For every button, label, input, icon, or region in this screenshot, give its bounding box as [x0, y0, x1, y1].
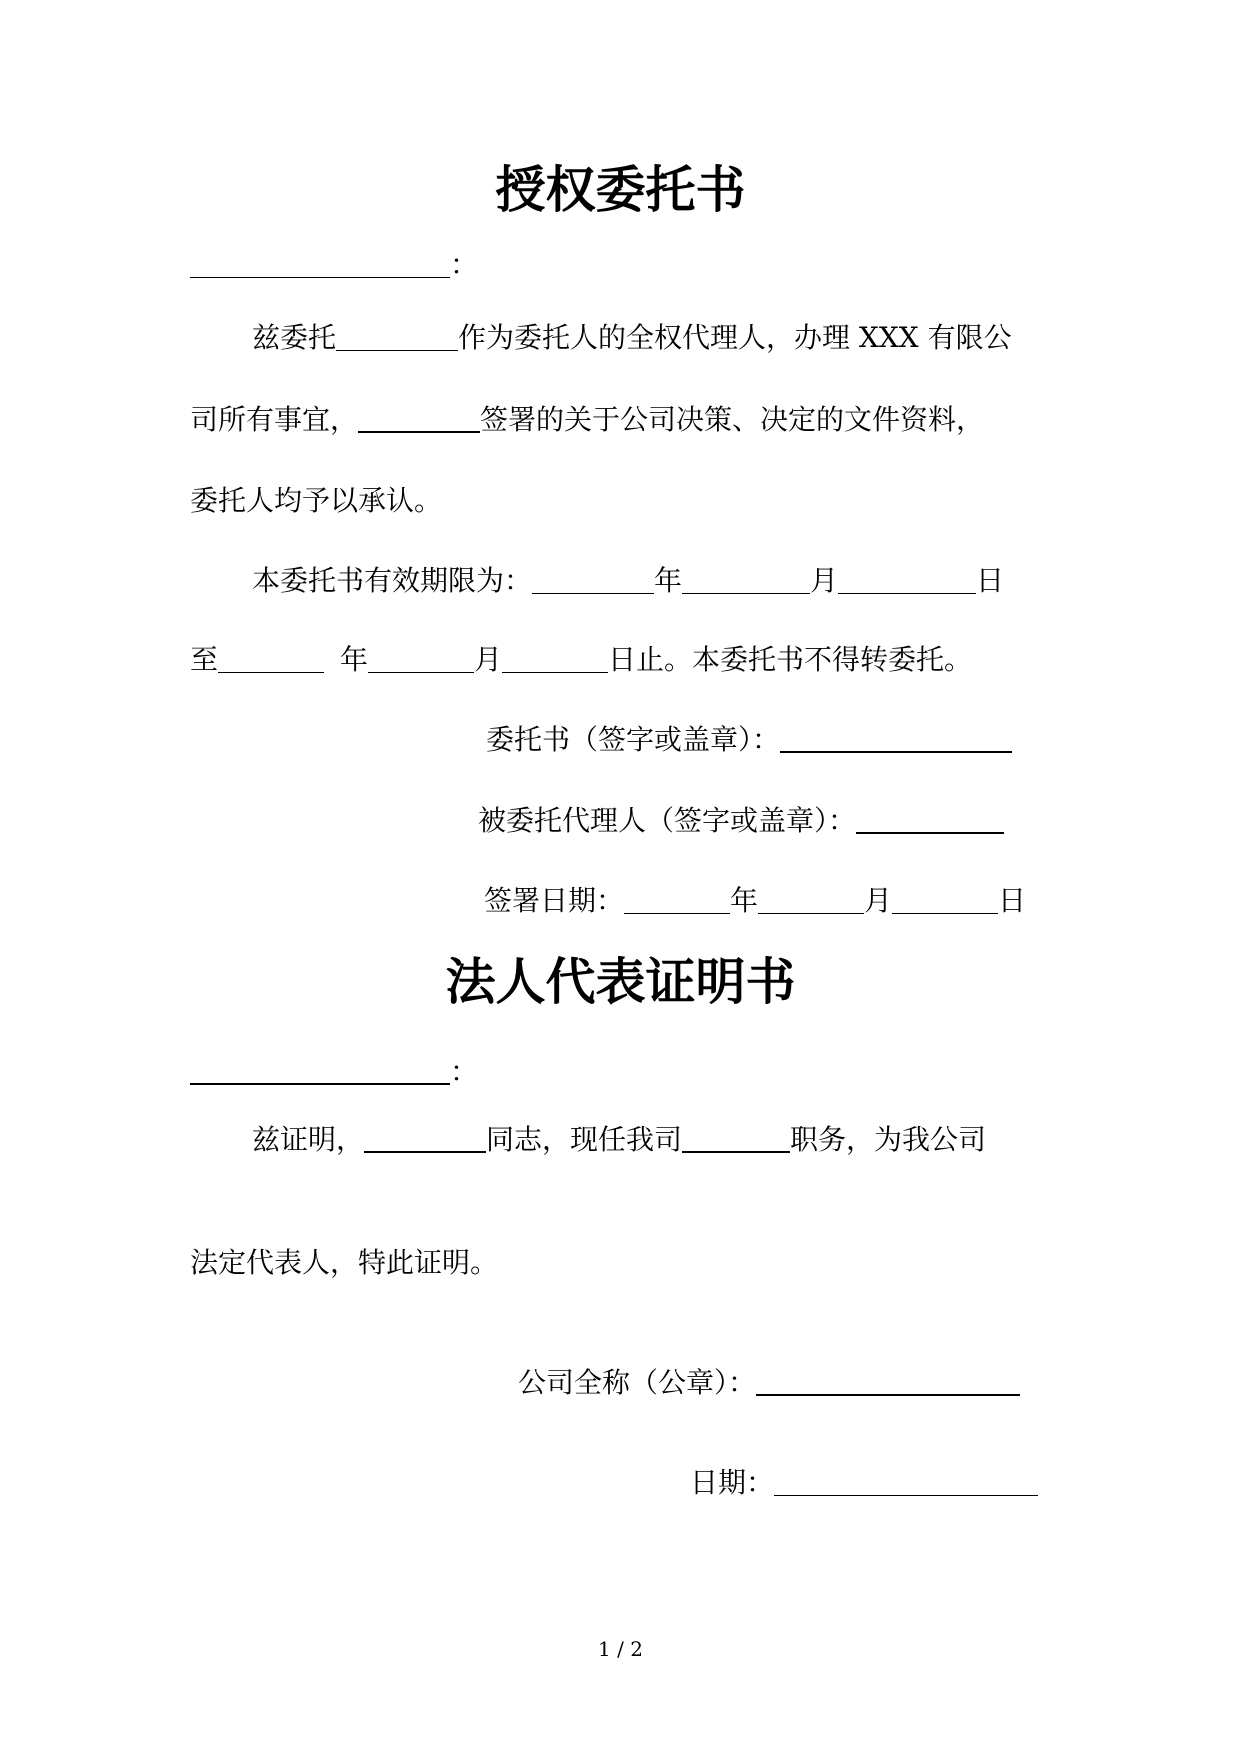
- month-label: 月: [810, 564, 839, 597]
- legal-rep-certificate-title: 法人代表证明书: [445, 952, 796, 1011]
- cert-addressee-colon: ：: [450, 1055, 479, 1088]
- end-year-blank[interactable]: [218, 648, 324, 673]
- start-year-blank[interactable]: [532, 569, 654, 594]
- until-end-text: 日止。本委托书不得转委托。: [608, 643, 973, 676]
- day-label: 日: [976, 564, 1005, 597]
- signatory-blank[interactable]: [358, 407, 480, 433]
- position-blank[interactable]: [682, 1127, 790, 1153]
- sign-date-label: 签署日期：: [484, 884, 625, 917]
- validity-prefix: 本委托书有效期限为：: [252, 564, 533, 597]
- poa-validity-line-2: [190, 642, 972, 678]
- poa-p1-line2-start: 司所有事宜，: [190, 403, 359, 436]
- poa-p1-line2-end: 签署的关于公司决策、决定的文件资料，: [480, 403, 985, 436]
- month-label: 月: [474, 643, 503, 676]
- end-month-blank[interactable]: [368, 648, 474, 673]
- month-label: 月: [864, 884, 893, 917]
- year-label: 年: [654, 564, 683, 597]
- cert-date-label: 日期：: [690, 1466, 775, 1499]
- year-label: 年: [340, 643, 369, 676]
- sign-date-line: [484, 883, 1026, 919]
- poa-paragraph-line-1: [252, 320, 1012, 356]
- poa-paragraph-line-2: [190, 402, 984, 438]
- addressee-blank[interactable]: [190, 253, 450, 278]
- company-label: 公司全称（公章）：: [518, 1366, 757, 1399]
- poa-validity-line-1: [252, 563, 1004, 599]
- cert-p1-start: 兹证明，: [252, 1123, 365, 1156]
- poa-p1-mid: 作为委托人的全权代理人，办理 XXX 有限公: [458, 321, 1012, 354]
- representative-name-blank[interactable]: [364, 1127, 486, 1153]
- power-of-attorney-title: 授权委托书: [495, 160, 746, 219]
- company-name-blank[interactable]: [756, 1370, 1020, 1396]
- addressee-colon: ：: [450, 248, 479, 281]
- cert-p1-mid: 同志，现任我司: [486, 1123, 683, 1156]
- cert-p1-end: 职务，为我公司: [790, 1123, 987, 1156]
- to-label: 至: [190, 643, 219, 676]
- agent-name-blank[interactable]: [336, 326, 458, 351]
- sign-month-blank[interactable]: [758, 889, 864, 914]
- start-day-blank[interactable]: [838, 569, 976, 594]
- poa-addressee-line: [190, 247, 478, 283]
- cert-paragraph-line-1: [252, 1122, 986, 1158]
- cert-paragraph-line-2: 法定代表人，特此证明。: [190, 1246, 499, 1279]
- start-month-blank[interactable]: [682, 569, 810, 594]
- agent-sign-label: 被委托代理人（签字或盖章）：: [478, 804, 857, 837]
- page-number: 1 / 2: [598, 1637, 643, 1661]
- company-name-line: [518, 1365, 1020, 1401]
- cert-date-blank[interactable]: [774, 1471, 1038, 1496]
- agent-signature-line: [478, 803, 1004, 839]
- cert-addressee-blank[interactable]: [190, 1059, 450, 1085]
- end-day-blank[interactable]: [502, 648, 608, 673]
- principal-signature-line: [486, 722, 1012, 758]
- cert-addressee-line: [190, 1054, 478, 1090]
- principal-signature-blank[interactable]: [780, 727, 1012, 753]
- sign-year-blank[interactable]: [624, 889, 730, 914]
- poa-paragraph-line-3: 委托人均予以承认。: [190, 484, 443, 517]
- day-label: 日: [998, 884, 1027, 917]
- poa-p1-start: 兹委托: [252, 321, 337, 354]
- principal-sign-label: 委托书（签字或盖章）：: [486, 723, 781, 756]
- cert-date-line: [690, 1465, 1038, 1501]
- agent-signature-blank[interactable]: [856, 808, 1004, 834]
- sign-day-blank[interactable]: [892, 889, 998, 914]
- year-label: 年: [730, 884, 759, 917]
